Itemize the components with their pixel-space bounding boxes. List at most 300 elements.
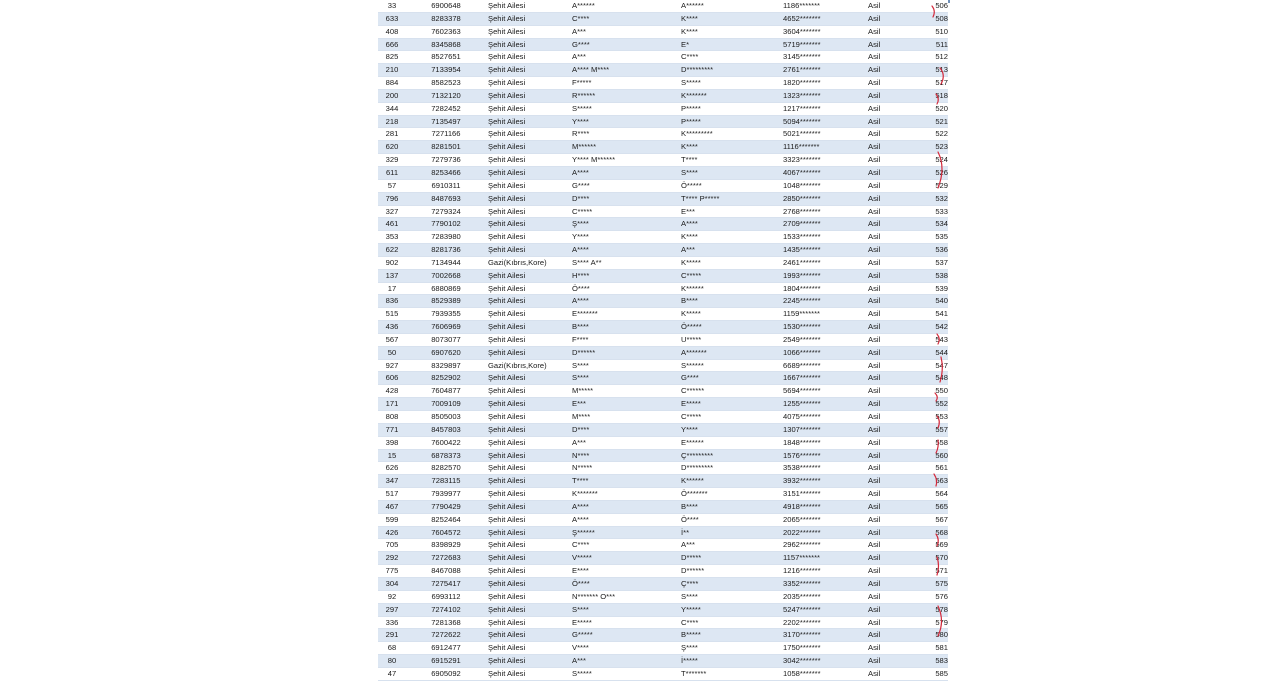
rank-cell: 550 <box>924 385 948 398</box>
parent-name-cell: C***** <box>679 269 781 282</box>
category-cell: Şehit Ailesi <box>486 38 568 51</box>
rank-cell: 543 <box>924 333 948 346</box>
application-id-cell: 8345868 <box>406 38 486 51</box>
id-number-cell: 2962******* <box>781 539 868 552</box>
category-cell: Şehit Ailesi <box>486 244 568 257</box>
application-id-cell: 7279324 <box>406 205 486 218</box>
category-cell: Şehit Ailesi <box>486 436 568 449</box>
applicant-name-cell: A*** <box>568 655 679 668</box>
application-id-cell: 6993112 <box>406 590 486 603</box>
id-number-cell: 4652******* <box>781 12 868 25</box>
application-id-cell: 7132120 <box>406 89 486 102</box>
rank-cell: 512 <box>924 51 948 64</box>
id-number-cell: 1993******* <box>781 269 868 282</box>
rank-cell: 548 <box>924 372 948 385</box>
row-number-cell: 171 <box>378 398 406 411</box>
parent-name-cell: D***** <box>679 552 781 565</box>
status-cell: Asil <box>868 577 924 590</box>
applicant-name-cell: G***** <box>568 629 679 642</box>
table-row <box>378 629 948 642</box>
id-number-cell: 1159******* <box>781 308 868 321</box>
row-number-cell: 428 <box>378 385 406 398</box>
applicant-name-cell: E***** <box>568 616 679 629</box>
row-number-cell: 291 <box>378 629 406 642</box>
category-cell: Şehit Ailesi <box>486 462 568 475</box>
table-row <box>378 64 948 77</box>
status-cell: Asil <box>868 603 924 616</box>
parent-name-cell: C**** <box>679 616 781 629</box>
status-cell: Asil <box>868 308 924 321</box>
id-number-cell: 5247******* <box>781 603 868 616</box>
rank-cell: 565 <box>924 500 948 513</box>
application-id-cell: 7272622 <box>406 629 486 642</box>
row-number-cell: 515 <box>378 308 406 321</box>
rank-cell: 534 <box>924 218 948 231</box>
applicant-name-cell: B**** <box>568 321 679 334</box>
id-number-cell: 2709******* <box>781 218 868 231</box>
category-cell: Şehit Ailesi <box>486 115 568 128</box>
application-id-cell: 7135497 <box>406 115 486 128</box>
table-row <box>378 192 948 205</box>
rank-cell: 538 <box>924 269 948 282</box>
id-number-cell: 3042******* <box>781 655 868 668</box>
parent-name-cell: D****** <box>679 565 781 578</box>
category-cell: Şehit Ailesi <box>486 308 568 321</box>
applicant-name-cell: Y**** <box>568 115 679 128</box>
row-number-cell: 461 <box>378 218 406 231</box>
category-cell: Şehit Ailesi <box>486 449 568 462</box>
id-number-cell: 1533******* <box>781 231 868 244</box>
applicant-name-cell: D****** <box>568 346 679 359</box>
applicant-name-cell: Ş****** <box>568 526 679 539</box>
applicant-name-cell: C***** <box>568 205 679 218</box>
id-number-cell: 1255******* <box>781 398 868 411</box>
rank-cell: 576 <box>924 590 948 603</box>
row-number-cell: 467 <box>378 500 406 513</box>
applicant-name-cell: M****** <box>568 141 679 154</box>
spreadsheet-sheet <box>378 0 950 678</box>
category-cell: Şehit Ailesi <box>486 667 568 680</box>
category-cell: Gazi(Kıbrıs,Kore) <box>486 256 568 269</box>
applicant-name-cell: S**** <box>568 359 679 372</box>
parent-name-cell: Y**** <box>679 423 781 436</box>
status-cell: Asil <box>868 231 924 244</box>
row-number-cell: 408 <box>378 25 406 38</box>
applicant-name-cell: A**** <box>568 295 679 308</box>
applicant-name-cell: R**** <box>568 128 679 141</box>
application-id-cell: 8582523 <box>406 77 486 90</box>
id-number-cell: 1667******* <box>781 372 868 385</box>
table-row <box>378 295 948 308</box>
rank-cell: 511 <box>924 38 948 51</box>
status-cell: Asil <box>868 89 924 102</box>
category-cell: Şehit Ailesi <box>486 500 568 513</box>
table-row <box>378 231 948 244</box>
application-id-cell: 7790102 <box>406 218 486 231</box>
table-row <box>378 141 948 154</box>
id-number-cell: 3323******* <box>781 154 868 167</box>
parent-name-cell: C****** <box>679 385 781 398</box>
id-number-cell: 3932******* <box>781 475 868 488</box>
id-number-cell: 5694******* <box>781 385 868 398</box>
parent-name-cell: A******* <box>679 346 781 359</box>
table-row <box>378 539 948 552</box>
rank-cell: 580 <box>924 629 948 642</box>
status-cell: Asil <box>868 423 924 436</box>
row-number-cell: 398 <box>378 436 406 449</box>
row-number-cell: 336 <box>378 616 406 629</box>
applicant-name-cell: M**** <box>568 411 679 424</box>
id-number-cell: 1435******* <box>781 244 868 257</box>
parent-name-cell: K********* <box>679 128 781 141</box>
parent-name-cell: T**** P***** <box>679 192 781 205</box>
status-cell: Asil <box>868 269 924 282</box>
rank-cell: 575 <box>924 577 948 590</box>
row-number-cell: 825 <box>378 51 406 64</box>
rank-cell: 532 <box>924 192 948 205</box>
parent-name-cell: K***** <box>679 308 781 321</box>
rank-cell: 533 <box>924 205 948 218</box>
id-number-cell: 1820******* <box>781 77 868 90</box>
parent-name-cell: K**** <box>679 231 781 244</box>
category-cell: Şehit Ailesi <box>486 0 568 12</box>
table-row <box>378 115 948 128</box>
id-number-cell: 1157******* <box>781 552 868 565</box>
status-cell: Asil <box>868 642 924 655</box>
rank-cell: 541 <box>924 308 948 321</box>
id-number-cell: 1750******* <box>781 642 868 655</box>
rank-cell: 537 <box>924 256 948 269</box>
table-row <box>378 38 948 51</box>
category-cell: Şehit Ailesi <box>486 398 568 411</box>
status-cell: Asil <box>868 590 924 603</box>
row-number-cell: 92 <box>378 590 406 603</box>
table-row <box>378 577 948 590</box>
status-cell: Asil <box>868 77 924 90</box>
parent-name-cell: K****** <box>679 282 781 295</box>
applicant-name-cell: R****** <box>568 89 679 102</box>
category-cell: Şehit Ailesi <box>486 552 568 565</box>
table-row <box>378 346 948 359</box>
category-cell: Şehit Ailesi <box>486 25 568 38</box>
status-cell: Asil <box>868 513 924 526</box>
category-cell: Şehit Ailesi <box>486 128 568 141</box>
row-number-cell: 137 <box>378 269 406 282</box>
id-number-cell: 1048******* <box>781 179 868 192</box>
row-number-cell: 620 <box>378 141 406 154</box>
applicant-name-cell: M***** <box>568 385 679 398</box>
rank-cell: 523 <box>924 141 948 154</box>
id-number-cell: 2761******* <box>781 64 868 77</box>
table-row <box>378 218 948 231</box>
rank-cell: 513 <box>924 64 948 77</box>
rank-cell: 558 <box>924 436 948 449</box>
rank-cell: 521 <box>924 115 948 128</box>
id-number-cell: 1058******* <box>781 667 868 680</box>
applicant-name-cell: C**** <box>568 539 679 552</box>
application-id-cell: 8457803 <box>406 423 486 436</box>
category-cell: Şehit Ailesi <box>486 89 568 102</box>
id-number-cell: 2202******* <box>781 616 868 629</box>
status-cell: Asil <box>868 629 924 642</box>
rank-cell: 544 <box>924 346 948 359</box>
category-cell: Şehit Ailesi <box>486 321 568 334</box>
application-id-cell: 6915291 <box>406 655 486 668</box>
rank-cell: 585 <box>924 667 948 680</box>
applicant-name-cell: E**** <box>568 565 679 578</box>
parent-name-cell: K******* <box>679 89 781 102</box>
status-cell: Asil <box>868 166 924 179</box>
status-cell: Asil <box>868 0 924 12</box>
row-number-cell: 353 <box>378 231 406 244</box>
table-row <box>378 359 948 372</box>
id-number-cell: 2035******* <box>781 590 868 603</box>
applicant-name-cell: Ş**** <box>568 218 679 231</box>
applicant-name-cell: Ö**** <box>568 577 679 590</box>
id-number-cell: 1186******* <box>781 0 868 12</box>
table-row <box>378 385 948 398</box>
status-cell: Asil <box>868 256 924 269</box>
table-row <box>378 333 948 346</box>
application-id-cell: 7606969 <box>406 321 486 334</box>
data-table <box>378 0 948 681</box>
category-cell: Şehit Ailesi <box>486 12 568 25</box>
application-id-cell: 8281736 <box>406 244 486 257</box>
status-cell: Asil <box>868 205 924 218</box>
category-cell: Şehit Ailesi <box>486 102 568 115</box>
table-row <box>378 166 948 179</box>
application-id-cell: 8073077 <box>406 333 486 346</box>
application-id-cell: 6907620 <box>406 346 486 359</box>
table-row <box>378 244 948 257</box>
parent-name-cell: P***** <box>679 115 781 128</box>
row-number-cell: 80 <box>378 655 406 668</box>
category-cell: Şehit Ailesi <box>486 346 568 359</box>
applicant-name-cell: C**** <box>568 12 679 25</box>
parent-name-cell: İ***** <box>679 655 781 668</box>
applicant-name-cell: V***** <box>568 552 679 565</box>
row-number-cell: 771 <box>378 423 406 436</box>
status-cell: Asil <box>868 449 924 462</box>
application-id-cell: 8282570 <box>406 462 486 475</box>
category-cell: Şehit Ailesi <box>486 295 568 308</box>
category-cell: Şehit Ailesi <box>486 231 568 244</box>
applicant-name-cell: A****** <box>568 0 679 12</box>
category-cell: Şehit Ailesi <box>486 154 568 167</box>
id-number-cell: 2065******* <box>781 513 868 526</box>
parent-name-cell: S****** <box>679 359 781 372</box>
applicant-name-cell: G**** <box>568 179 679 192</box>
row-number-cell: 808 <box>378 411 406 424</box>
status-cell: Asil <box>868 372 924 385</box>
status-cell: Asil <box>868 115 924 128</box>
status-cell: Asil <box>868 154 924 167</box>
table-row <box>378 642 948 655</box>
applicant-name-cell: A**** <box>568 500 679 513</box>
parent-name-cell: E***** <box>679 398 781 411</box>
application-id-cell: 6905092 <box>406 667 486 680</box>
row-number-cell: 902 <box>378 256 406 269</box>
row-number-cell: 210 <box>378 64 406 77</box>
category-cell: Gazi(Kıbrıs,Kore) <box>486 359 568 372</box>
row-number-cell: 57 <box>378 179 406 192</box>
parent-name-cell: K**** <box>679 12 781 25</box>
category-cell: Şehit Ailesi <box>486 218 568 231</box>
parent-name-cell: Ş**** <box>679 642 781 655</box>
rank-cell: 510 <box>924 25 948 38</box>
row-number-cell: 68 <box>378 642 406 655</box>
applicant-name-cell: G**** <box>568 38 679 51</box>
row-number-cell: 426 <box>378 526 406 539</box>
table-row <box>378 449 948 462</box>
application-id-cell: 6912477 <box>406 642 486 655</box>
id-number-cell: 5719******* <box>781 38 868 51</box>
status-cell: Asil <box>868 102 924 115</box>
id-number-cell: 3604******* <box>781 25 868 38</box>
id-number-cell: 1307******* <box>781 423 868 436</box>
status-cell: Asil <box>868 475 924 488</box>
status-cell: Asil <box>868 462 924 475</box>
applicant-name-cell: Ö**** <box>568 282 679 295</box>
id-number-cell: 4075******* <box>781 411 868 424</box>
application-id-cell: 7283115 <box>406 475 486 488</box>
table-row <box>378 475 948 488</box>
parent-name-cell: A*** <box>679 244 781 257</box>
applicant-name-cell: E******* <box>568 308 679 321</box>
application-id-cell: 8527651 <box>406 51 486 64</box>
rank-cell: 522 <box>924 128 948 141</box>
applicant-name-cell: Y**** M****** <box>568 154 679 167</box>
status-cell: Asil <box>868 333 924 346</box>
row-number-cell: 927 <box>378 359 406 372</box>
status-cell: Asil <box>868 25 924 38</box>
status-cell: Asil <box>868 436 924 449</box>
rank-cell: 569 <box>924 539 948 552</box>
table-row <box>378 411 948 424</box>
applicant-name-cell: S**** <box>568 372 679 385</box>
row-number-cell: 622 <box>378 244 406 257</box>
applicant-name-cell: S***** <box>568 102 679 115</box>
applicant-name-cell: F***** <box>568 77 679 90</box>
table-row <box>378 500 948 513</box>
applicant-name-cell: A**** <box>568 244 679 257</box>
row-number-cell: 327 <box>378 205 406 218</box>
id-number-cell: 5094******* <box>781 115 868 128</box>
id-number-cell: 1216******* <box>781 565 868 578</box>
id-number-cell: 3151******* <box>781 488 868 501</box>
rank-cell: 535 <box>924 231 948 244</box>
application-id-cell: 8283378 <box>406 12 486 25</box>
status-cell: Asil <box>868 51 924 64</box>
applicant-name-cell: A**** M**** <box>568 64 679 77</box>
applicant-name-cell: F**** <box>568 333 679 346</box>
application-id-cell: 7602363 <box>406 25 486 38</box>
status-cell: Asil <box>868 667 924 680</box>
row-number-cell: 33 <box>378 0 406 12</box>
application-id-cell: 6910311 <box>406 179 486 192</box>
status-cell: Asil <box>868 141 924 154</box>
table-row <box>378 423 948 436</box>
row-number-cell: 796 <box>378 192 406 205</box>
id-number-cell: 3170******* <box>781 629 868 642</box>
table-row <box>378 205 948 218</box>
application-id-cell: 7939977 <box>406 488 486 501</box>
rank-cell: 529 <box>924 179 948 192</box>
application-id-cell: 8252464 <box>406 513 486 526</box>
row-number-cell: 344 <box>378 102 406 115</box>
row-number-cell: 626 <box>378 462 406 475</box>
category-cell: Şehit Ailesi <box>486 179 568 192</box>
category-cell: Şehit Ailesi <box>486 565 568 578</box>
category-cell: Şehit Ailesi <box>486 51 568 64</box>
id-number-cell: 2022******* <box>781 526 868 539</box>
parent-name-cell: T******* <box>679 667 781 680</box>
rank-cell: 581 <box>924 642 948 655</box>
parent-name-cell: B**** <box>679 295 781 308</box>
status-cell: Asil <box>868 244 924 257</box>
rank-cell: 583 <box>924 655 948 668</box>
applicant-name-cell: N******* O*** <box>568 590 679 603</box>
parent-name-cell: S***** <box>679 77 781 90</box>
parent-name-cell: A*** <box>679 539 781 552</box>
table-row <box>378 655 948 668</box>
row-number-cell: 292 <box>378 552 406 565</box>
table-row <box>378 179 948 192</box>
id-number-cell: 6689******* <box>781 359 868 372</box>
parent-name-cell: G**** <box>679 372 781 385</box>
applicant-name-cell: N**** <box>568 449 679 462</box>
id-number-cell: 5021******* <box>781 128 868 141</box>
parent-name-cell: Ö**** <box>679 513 781 526</box>
table-body <box>378 0 948 680</box>
category-cell: Şehit Ailesi <box>486 642 568 655</box>
row-number-cell: 15 <box>378 449 406 462</box>
table-row <box>378 51 948 64</box>
rank-cell: 570 <box>924 552 948 565</box>
application-id-cell: 7604572 <box>406 526 486 539</box>
category-cell: Şehit Ailesi <box>486 333 568 346</box>
parent-name-cell: Ö***** <box>679 179 781 192</box>
application-id-cell: 7282452 <box>406 102 486 115</box>
category-cell: Şehit Ailesi <box>486 372 568 385</box>
row-number-cell: 836 <box>378 295 406 308</box>
row-number-cell: 297 <box>378 603 406 616</box>
applicant-name-cell: H**** <box>568 269 679 282</box>
parent-name-cell: K**** <box>679 141 781 154</box>
table-row <box>378 552 948 565</box>
applicant-name-cell: K******* <box>568 488 679 501</box>
parent-name-cell: K**** <box>679 25 781 38</box>
table-row <box>378 565 948 578</box>
status-cell: Asil <box>868 385 924 398</box>
category-cell: Şehit Ailesi <box>486 411 568 424</box>
status-cell: Asil <box>868 192 924 205</box>
rank-cell: 524 <box>924 154 948 167</box>
category-cell: Şehit Ailesi <box>486 655 568 668</box>
parent-name-cell: İ** <box>679 526 781 539</box>
application-id-cell: 8253466 <box>406 166 486 179</box>
parent-name-cell: S**** <box>679 590 781 603</box>
row-number-cell: 200 <box>378 89 406 102</box>
rank-cell: 567 <box>924 513 948 526</box>
table-row <box>378 89 948 102</box>
application-id-cell: 6880869 <box>406 282 486 295</box>
application-id-cell: 7271166 <box>406 128 486 141</box>
application-id-cell: 7279736 <box>406 154 486 167</box>
category-cell: Şehit Ailesi <box>486 526 568 539</box>
rank-cell: 520 <box>924 102 948 115</box>
category-cell: Şehit Ailesi <box>486 385 568 398</box>
